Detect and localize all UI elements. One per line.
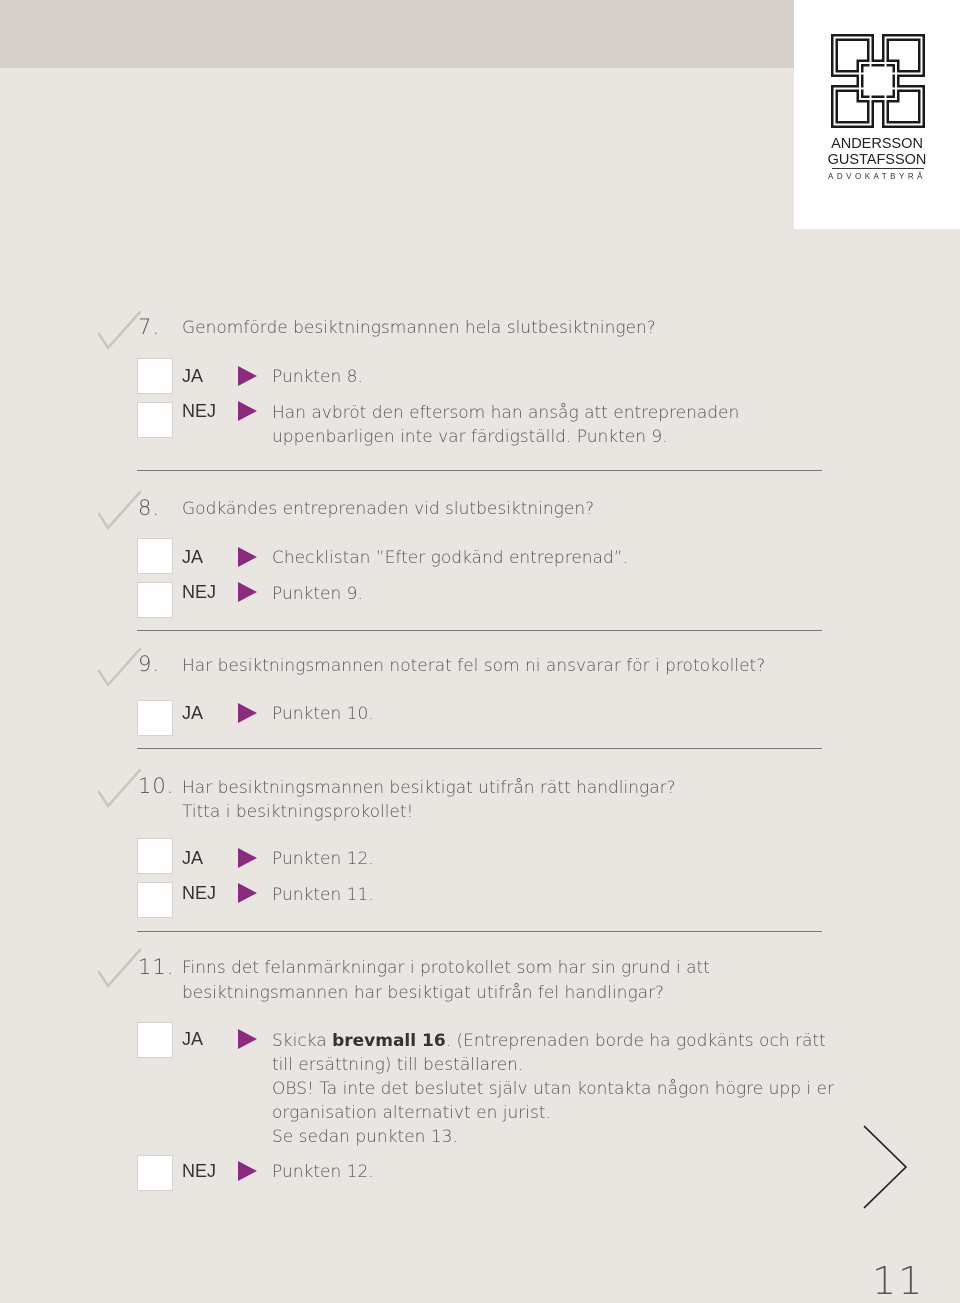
checkbox-ja[interactable] — [137, 700, 173, 736]
answer-label: NEJ — [182, 1161, 217, 1181]
answer-text-line4: organisation alternativt en jurist. — [272, 1103, 551, 1123]
arrow-right-icon — [238, 547, 257, 567]
question-text-line1: Har besiktningsmannen besiktigat utifrån rätt handlingar? — [182, 778, 676, 798]
answer-label: JA — [182, 703, 204, 723]
question-text: Godkändes entreprenaden vid slutbesiktningen? — [182, 499, 595, 519]
answer-text-line5: Se sedan punkten 13. — [272, 1127, 458, 1147]
question-number: 9. — [138, 652, 161, 676]
top-band — [0, 0, 794, 68]
checkbox-ja[interactable] — [137, 1022, 173, 1058]
logo-mark-icon — [831, 34, 925, 128]
question-number: 8. — [138, 496, 161, 520]
divider — [137, 630, 822, 631]
checkbox-ja[interactable] — [137, 358, 173, 394]
checkbox-ja[interactable] — [137, 838, 173, 874]
answer-text: Punkten 12. — [272, 849, 374, 869]
logo-name-line1: ANDERSSON — [831, 136, 923, 152]
divider — [137, 470, 822, 471]
arrow-right-icon — [238, 848, 257, 868]
question-text-line2: besiktningsmannen har besiktigat utifrån fel handlingar? — [182, 983, 665, 1003]
answer-text-pre: Skicka — [272, 1031, 333, 1051]
next-page-chevron-icon[interactable] — [862, 1124, 910, 1210]
answer-label: JA — [182, 848, 204, 868]
checkbox-nej[interactable] — [137, 882, 173, 918]
logo-name-line2: GUSTAFSSON — [827, 152, 927, 168]
divider — [137, 931, 822, 932]
question-text-line2: Titta i besiktningsprokollet! — [182, 802, 414, 822]
answer-text: Checklistan ”Efter godkänd entreprenad”. — [272, 548, 628, 568]
logo-divider — [832, 168, 924, 169]
page-number: 11 — [872, 1259, 925, 1303]
checkmark-icon — [96, 645, 142, 691]
checkbox-ja[interactable] — [137, 538, 173, 574]
checkbox-nej[interactable] — [137, 582, 173, 618]
answer-text: Punkten 10. — [272, 704, 374, 724]
arrow-right-icon — [238, 401, 257, 421]
answer-text-line1 — [272, 1029, 826, 1053]
question-number: 11. — [138, 955, 175, 979]
answer-label: NEJ — [182, 582, 217, 602]
arrow-right-icon — [238, 883, 257, 903]
checkmark-icon — [96, 308, 142, 354]
arrow-right-icon — [238, 366, 257, 386]
checkmark-icon — [96, 946, 142, 992]
answer-text-post: . (Entreprenaden borde ha godkänts och rätt — [445, 1031, 826, 1051]
logo-subtitle: ADVOKATBYRÅ — [828, 172, 926, 181]
answer-label: JA — [182, 366, 204, 386]
arrow-right-icon — [238, 1161, 257, 1181]
answer-text: Punkten 8. — [272, 367, 363, 387]
question-text: Genomförde besiktningsmannen hela slutbesiktningen? — [182, 318, 656, 338]
answer-label: NEJ — [182, 401, 217, 421]
answer-label: JA — [182, 1029, 204, 1049]
answer-text-line3: OBS! Ta inte det beslutet själv utan kontakta någon högre upp i er — [272, 1079, 834, 1099]
logo — [794, 0, 960, 229]
arrow-right-icon — [238, 1029, 257, 1049]
answer-text-line1: Han avbröt den eftersom han ansåg att entreprenaden — [272, 403, 740, 423]
answer-label: NEJ — [182, 883, 217, 903]
arrow-right-icon — [238, 703, 257, 723]
brevmall-link: brevmall 16 — [332, 1031, 446, 1051]
checkmark-icon — [96, 766, 142, 812]
checkbox-nej[interactable] — [137, 1155, 173, 1191]
arrow-right-icon — [238, 582, 257, 602]
answer-text-line2: uppenbarligen inte var färdigställd. Punkten 9. — [272, 427, 668, 447]
answer-text-line2: till ersättning) till beställaren. — [272, 1055, 524, 1075]
answer-text: Punkten 11. — [272, 885, 374, 905]
question-text: Har besiktningsmannen noterat fel som ni ansvarar för i protokollet? — [182, 656, 766, 676]
answer-label: JA — [182, 547, 204, 567]
divider — [137, 748, 822, 749]
answer-text: Punkten 12. — [272, 1162, 374, 1182]
checkbox-nej[interactable] — [137, 402, 173, 438]
question-number: 10. — [138, 774, 175, 798]
answer-text: Punkten 9. — [272, 584, 363, 604]
checkmark-icon — [96, 488, 142, 534]
question-number: 7. — [138, 315, 161, 339]
question-text-line1: Finns det felanmärkningar i protokollet som har sin grund i att — [182, 958, 710, 978]
